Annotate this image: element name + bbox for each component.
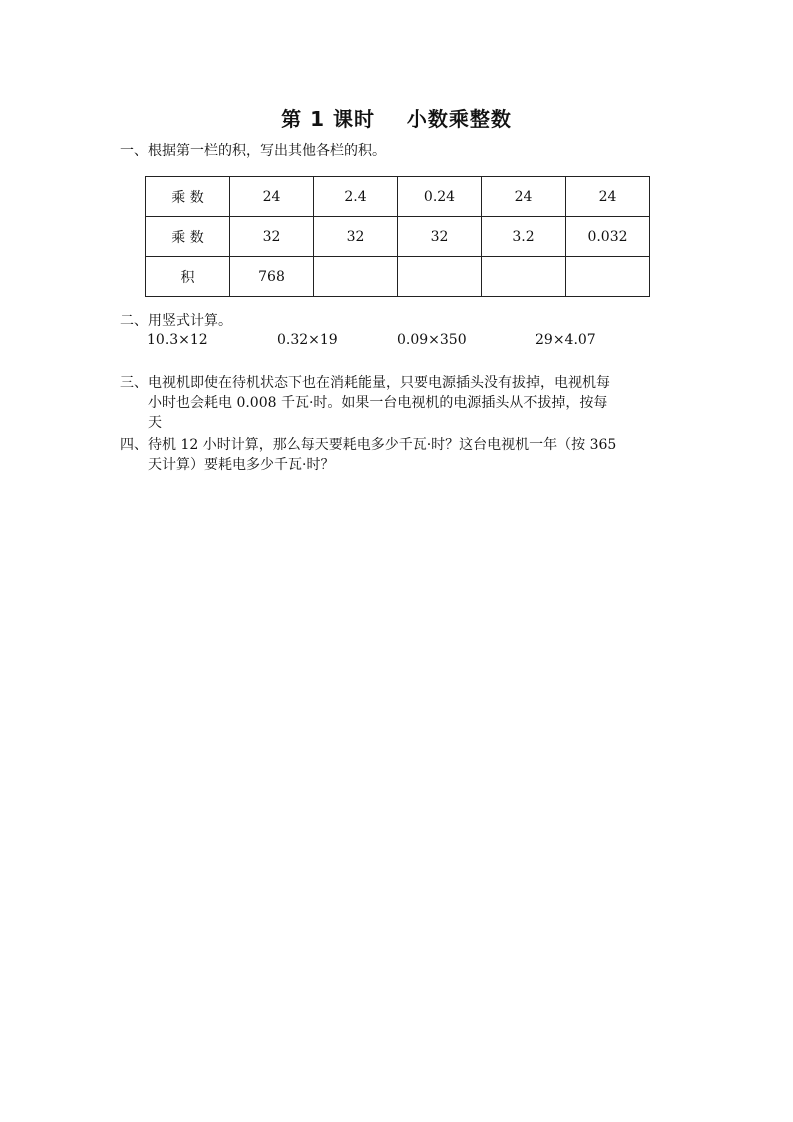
page-title: 第 1 课时 小数乘整数: [281, 107, 512, 131]
table-cell: 32: [398, 217, 482, 257]
table-row: [146, 217, 650, 257]
section2-heading: 二、用竖式计算。: [120, 313, 232, 329]
table-cell: 32: [230, 217, 314, 257]
table-cell: 0.032: [566, 217, 650, 257]
table-cell: 乘 数: [146, 217, 230, 257]
table-cell: 24: [566, 177, 650, 217]
calc-problem: 29×4.07: [535, 332, 596, 348]
answer-cell[interactable]: [398, 257, 482, 297]
table-cell: 32: [314, 217, 398, 257]
table-cell: 积: [146, 257, 230, 297]
table-row: [146, 257, 650, 297]
section1-heading: 一、根据第一栏的积，写出其他各栏的积。: [120, 143, 386, 159]
section3-line: 小时也会耗电 0.008 千瓦·时。如果一台电视机的电源插头从不拔掉，按每: [148, 395, 608, 411]
section3-line: 三、电视机即使在待机状态下也在消耗能量，只要电源插头没有拔掉，电视机每: [120, 375, 610, 391]
calc-problem: 0.32×19: [277, 332, 338, 348]
table-cell: 24: [230, 177, 314, 217]
answer-cell[interactable]: [566, 257, 650, 297]
answer-cell[interactable]: [314, 257, 398, 297]
table-cell: 3.2: [482, 217, 566, 257]
table-cell: 乘 数: [146, 177, 230, 217]
answer-cell[interactable]: [482, 257, 566, 297]
calc-problem: 0.09×350: [397, 332, 467, 348]
table-cell: 768: [230, 257, 314, 297]
product-table: [145, 176, 650, 297]
table-cell: 24: [482, 177, 566, 217]
section4-line: 四、待机 12 小时计算，那么每天要耗电多少千瓦·时？这台电视机一年（按 365: [120, 437, 617, 453]
table-row: [146, 177, 650, 217]
calc-problem: 10.3×12: [147, 332, 208, 348]
table-cell: 2.4: [314, 177, 398, 217]
section4-line: 天计算）要耗电多少千瓦·时？: [148, 457, 335, 473]
table-cell: 0.24: [398, 177, 482, 217]
section3-line: 天: [148, 415, 162, 431]
